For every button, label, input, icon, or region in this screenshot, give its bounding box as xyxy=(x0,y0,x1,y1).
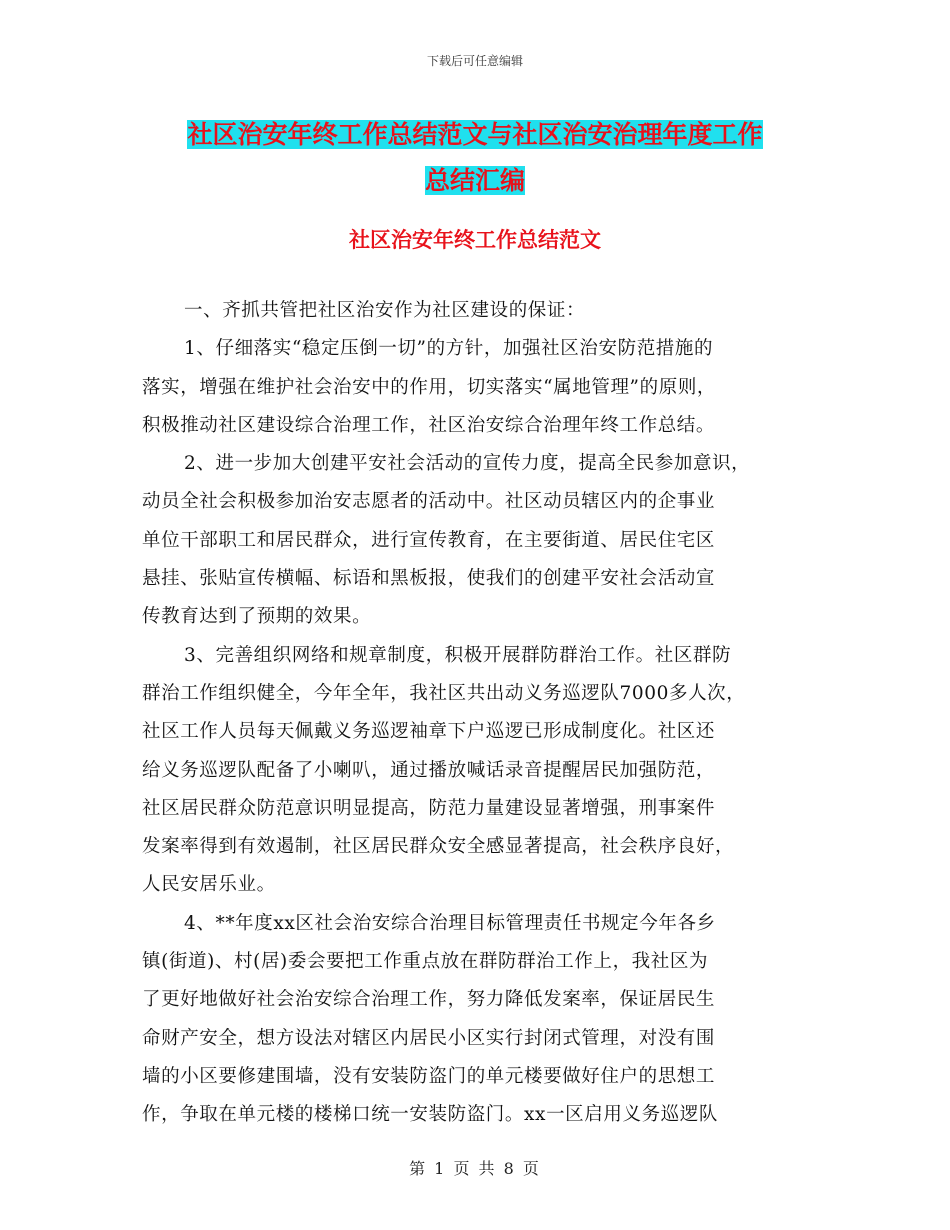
document-title-line-2: 总结汇编 xyxy=(424,166,525,195)
body-line: 4、**年度xx区社会治安综合治理目标管理责任书规定今年各乡 xyxy=(184,912,716,934)
body-line: 单位干部职工和居民群众，进行宣传教育，在主要街道、居民住宅区 xyxy=(142,529,716,551)
body-line: 1、仔细落实“稳定压倒一切”的方针，加强社区治安防范措施的 xyxy=(184,338,714,360)
body-line: 一、齐抓共管把社区治安作为社区建设的保证： xyxy=(184,300,586,321)
body-text xyxy=(142,292,822,1135)
body-line: 3、完善组织网络和规章制度，积极开展群防群治工作。社区群防 xyxy=(184,644,732,666)
body-line: 2、进一步加大创建平安社会活动的宣传力度，提高全民参加意识， xyxy=(184,453,751,475)
body-line: 了更好地做好社会治安综合治理工作，努力降低发案率，保证居民生 xyxy=(142,989,716,1011)
document-title xyxy=(0,112,950,204)
header-note: 下载后可任意编辑 xyxy=(426,54,523,68)
body-line: 悬挂、张贴宣传横幅、标语和黑板报，使我们的创建平安社会活动宣 xyxy=(142,568,716,590)
body-line: 墙的小区要修建围墙，没有安装防盗门的单元楼要做好住户的思想工 xyxy=(142,1065,716,1087)
body-line: 给义务巡逻队配备了小喇叭，通过播放喊话录音提醒居民加强防范， xyxy=(142,759,716,781)
body-line: 镇(街道)、村(居)委会要把工作重点放在群防群治工作上，我社区为 xyxy=(142,951,709,973)
body-line: 命财产安全，想方设法对辖区内居民小区实行封闭式管理，对没有围 xyxy=(142,1027,716,1049)
body-line: 人民安居乐业。 xyxy=(142,874,276,896)
body-line: 社区工作人员每天佩戴义务巡逻袖章下户巡逻已形成制度化。社区还 xyxy=(142,721,716,743)
body-line: 积极推动社区建设综合治理工作，社区治安综合治理年终工作总结。 xyxy=(142,414,716,436)
body-line: 动员全社会积极参加治安志愿者的活动中。社区动员辖区内的企事业 xyxy=(142,491,716,513)
body-line: 发案率得到有效遏制，社区居民群众安全感显著提高，社会秩序良好， xyxy=(142,836,735,858)
body-line: 社区居民群众防范意识明显提高，防范力量建设显著增强，刑事案件 xyxy=(142,797,716,819)
document-title-line-1: 社区治安年终工作总结范文与社区治安治理年度工作 xyxy=(187,120,763,149)
section-title: 社区治安年终工作总结范文 xyxy=(349,228,601,252)
body-line: 传教育达到了预期的效果。 xyxy=(142,606,372,628)
page-footer: 第 1 页 共 8 页 xyxy=(409,1159,541,1178)
body-line: 落实，增强在维护社会治安中的作用，切实落实“属地管理”的原则， xyxy=(142,376,717,398)
body-line: 群治工作组织健全，今年全年，我社区共出动义务巡逻队7000多人次， xyxy=(142,682,746,704)
body-line: 作，争取在单元楼的楼梯口统一安装防盗门。xx一区启用义务巡逻队 xyxy=(142,1104,718,1126)
